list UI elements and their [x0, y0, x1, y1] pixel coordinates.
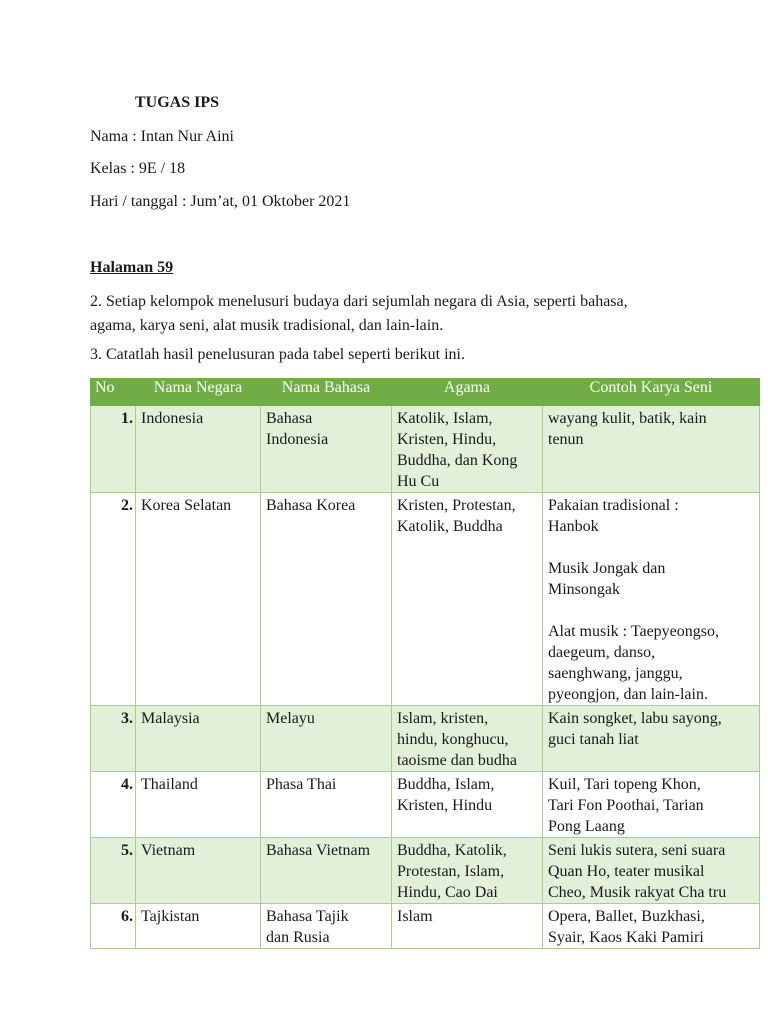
student-class: Kelas : 9E / 18 [90, 160, 186, 177]
page-reference-heading: Halaman 59 [90, 259, 174, 276]
header-nama-negara: Nama Negara [136, 379, 261, 406]
cell-agama: Katolik, Islam, Kristen, Hindu, Buddha, dan Kong Hu Cu [392, 406, 543, 493]
cell-seni: Pakaian tradisional : Hanbok Musik Jongak dan Minsongak Alat musik : Taepyeongso, daegeum, danso, saenghwang, janggu, pyeongjon, dan lain-lain. [543, 493, 760, 706]
cell-negara: Malaysia [136, 706, 261, 772]
cell-no: 3. [91, 706, 136, 772]
cell-no: 5. [91, 838, 136, 904]
cell-bahasa: Bahasa Tajik dan Rusia [261, 904, 392, 949]
cell-bahasa: Phasa Thai [261, 772, 392, 838]
cell-seni: Seni lukis sutera, seni suara Quan Ho, teater musikal Cheo, Musik rakyat Cha tru [543, 838, 760, 904]
cell-bahasa: Melayu [261, 706, 392, 772]
cell-no: 6. [91, 904, 136, 949]
cell-bahasa: Bahasa Indonesia [261, 406, 392, 493]
student-name: Nama : Intan Nur Aini [90, 128, 234, 145]
cell-no: 1. [91, 406, 136, 493]
cell-seni: Kuil, Tari topeng Khon, Tari Fon Poothai, Tarian Pong Laang [543, 772, 760, 838]
cell-negara: Vietnam [136, 838, 261, 904]
table-row [91, 904, 760, 949]
culture-table [90, 378, 760, 949]
header-no: No [91, 379, 136, 406]
instruction-2: 2. Setiap kelompok menelusuri budaya dari sejumlah negara di Asia, seperti bahasa, agama, karya seni, alat musik tradisional, dan lain-lain. [90, 293, 628, 334]
cell-no: 2. [91, 493, 136, 706]
cell-agama: Islam [392, 904, 543, 949]
instruction-3: 3. Catatlah hasil penelusuran pada tabel seperti berikut ini. [90, 346, 465, 363]
table-row [91, 772, 760, 838]
cell-agama: Islam, kristen, hindu, konghucu, taoisme dan budha [392, 706, 543, 772]
cell-seni: Kain songket, labu sayong, guci tanah liat [543, 706, 760, 772]
cell-bahasa: Bahasa Vietnam [261, 838, 392, 904]
cell-agama: Buddha, Islam, Kristen, Hindu [392, 772, 543, 838]
table-row [91, 406, 760, 493]
header-contoh-karya-seni: Contoh Karya Seni [543, 379, 760, 406]
table-row [91, 493, 760, 706]
header-nama-bahasa: Nama Bahasa [261, 379, 392, 406]
cell-negara: Thailand [136, 772, 261, 838]
cell-bahasa: Bahasa Korea [261, 493, 392, 706]
cell-negara: Indonesia [136, 406, 261, 493]
assignment-date: Hari / tanggal : Jum’at, 01 Oktober 2021 [90, 193, 351, 210]
cell-agama: Buddha, Katolik, Protestan, Islam, Hindu, Cao Dai [392, 838, 543, 904]
document-title: TUGAS IPS [135, 94, 220, 111]
cell-seni: Opera, Ballet, Buzkhasi, Syair, Kaos Kaki Pamiri [543, 904, 760, 949]
cell-agama: Kristen, Protestan, Katolik, Buddha [392, 493, 543, 706]
table-row [91, 838, 760, 904]
cell-negara: Korea Selatan [136, 493, 261, 706]
header-agama: Agama [392, 379, 543, 406]
cell-seni: wayang kulit, batik, kain tenun [543, 406, 760, 493]
table-header-row [91, 379, 760, 406]
cell-no: 4. [91, 772, 136, 838]
table-row [91, 706, 760, 772]
cell-negara: Tajkistan [136, 904, 261, 949]
